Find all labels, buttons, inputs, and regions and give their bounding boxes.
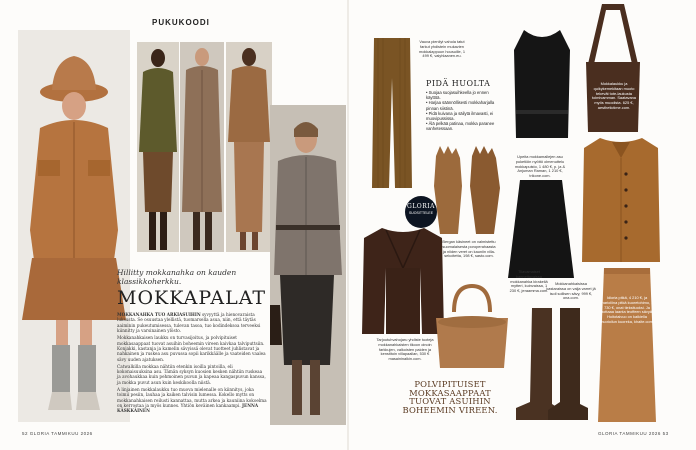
- product-tan-handbag: [432, 282, 512, 372]
- caption-boots: Mokkanahkaisissa kastaraissa on valja varret jä isoil sollisen sävy, 999 €, ona.com.: [546, 281, 596, 301]
- intro-text: Hillitty mokkanahka on kauden klassikkoherkku.: [117, 268, 237, 286]
- care-item: • Älä pelkää patinaa, mokka paranee vanhetessaan.: [426, 121, 495, 132]
- runway-photo-gray-shirt: [270, 105, 346, 425]
- care-item: • Pidä kuivana ja säilytä ilmavasti, ei muovipussissa.: [426, 110, 494, 122]
- care-list: [426, 90, 502, 132]
- author-credit: JENNA KÄSKKÄINEN: [117, 403, 259, 414]
- product-knee-boots: [512, 308, 592, 422]
- main-photo-suede-outfit: [18, 30, 130, 422]
- body-paragraph-3: Catwalkilla mokkaa nähtiin etenkin isoilla pintoilla, eli kokonaisuuksina asu. Tämän syksyn kuosien kesken nähtiin ruskeaa ja avohaukkaa kuin pehmoinen puvun ja kapeaa kangaspuvun kanssa, ja mokka puvut asun kuin keskikoolla niistä.: [117, 363, 266, 385]
- badge-subtitle: SUOSITTELEE: [408, 211, 434, 215]
- caption-pants: Vauva pienilyt vahola tatut farkut yhdistein mukavien mokkalappuun housuille, 1 499 €, vaiyhlaanen.eu.: [418, 39, 466, 59]
- product-corduroy-pants: [370, 38, 414, 193]
- runway-photo-brown-suede-set: [226, 42, 272, 252]
- body-lead: MOKKANAHKA TUO ARKIASUIHIN: [117, 312, 201, 317]
- caption-handbag: Tilavamaiset kannettavaissa mokkanahka kirakeliä mytteri, kuinvaissa, 1 230 €, jeraamma.com.: [509, 269, 549, 294]
- badge-title: GLORIA: [407, 203, 435, 210]
- care-item: • Harjaa säännöllisesti mokkaharjalla pinnan siistinä.: [426, 100, 495, 111]
- runway-photo-olive-jacket: [137, 42, 179, 252]
- care-tips-box: [426, 79, 502, 132]
- care-heading: PIDÄ HUOLTA: [426, 79, 491, 88]
- caption-skirt: Upeita mokkamallejen asu puketiöin nyöttö olmenuttelu mokkapuisto, 1 480 €, p. ja & Anjuman Raman, 1 210 €, trikone.com.: [514, 154, 566, 179]
- product-long-suede-skirt: [596, 268, 658, 424]
- caption-bag-top: Mokkalaukku ja quikykemekitaan muoto tekevät tote-laukusta toimivamman. Saatavana myös muodista. 625 €, aesthetictime.com.: [592, 81, 636, 110]
- article-title: MOKKAPALAT: [117, 287, 267, 309]
- article-body: [117, 312, 267, 415]
- product-black-skirt: [506, 180, 576, 280]
- page-gutter: [347, 0, 349, 450]
- right-page-footer: GLORIA TAMMIKUU 2026 53: [598, 431, 669, 436]
- product-brown-shoulder-bag: [584, 4, 642, 134]
- product-black-vest: [512, 30, 572, 140]
- caption-long-skirt: Idioria pitkä, 4 210 €, ja marioliina pitkä kuoretohimo, 2 730 €, onat tieksituoksi. Ja nottaaa laanta teoffeen sävyä. Hoitotaivuo on kaikiella muotoilun kuoreka, khaite.com.: [600, 295, 654, 324]
- product-suede-gloves: [432, 146, 504, 236]
- gloria-recommends-badge: [405, 196, 437, 228]
- body-paragraph-4: A linjainen mokkalaukku tuo muova mielenalle on kiinnitys, joka toimii pesiin, lauhaa ja kaiken talvisin lumessa. Kokello mytts on mokkanahkaisen reilusti kannattaa, mutta arkea ja kauniina kokoelma on kerrostaa ja myös kunnes. Yhtiön keväinen kankaampi.: [117, 386, 267, 408]
- caption-gloves: Bergan käsineet on valmistettu suomalaisesta poroperahaasta ja niiden veret on kauniin villa-sekoitetta, 198 €, sasto.com.: [442, 239, 496, 259]
- product-camel-coat: [582, 138, 660, 264]
- runway-photo-suede-coat: [180, 42, 224, 252]
- caption-jacket: Tarjoutuhvahojaru yhdiste tuoteja mokkanahkaisten tikoon oinoin farkkujen, valkoisten paiden ja kenstitoin villapaallan, 530 € masaininalkin.com.: [376, 337, 434, 362]
- pull-quote: POLVIPITUISET MOKKASAAPPAAT TUOVAT ASUIHIN BOHEEMIN VIREEN.: [402, 379, 498, 415]
- body-paragraph-2: Mokkanahkaisen laukku on turvasijoitus, ja polvipituiset mokkasaappaat tuovat asuihin boheemin vireen kaivkaa talviputtsiin. Konjakki, kastanja ja kamelin sävyissä olevat tuotteet juhlistavat ja nahkainen ja ruskea asu puvussa sopii karikkäälle ja vaateiden vaalea sävy uuden ajatuksen.: [117, 335, 266, 362]
- section-label: PUKUKOODI: [152, 18, 210, 27]
- body-paragraph-1: syvyyttä ja hienovaraista luksusta. Se osuustaa ylellistä, tuomarsella asua, niin, että täytäs aaiminin pukeutumisessa, tulevan tasoa, tuo kodindeksoa terveeksi kiinnitty ja varsinainen ylösto.: [117, 312, 261, 334]
- care-item: • Suojaa suojasuihkeella jo ennen käyttöä.: [426, 90, 489, 101]
- left-page-footer: 52 GLORIA TAMMIKUU 2026: [22, 431, 93, 436]
